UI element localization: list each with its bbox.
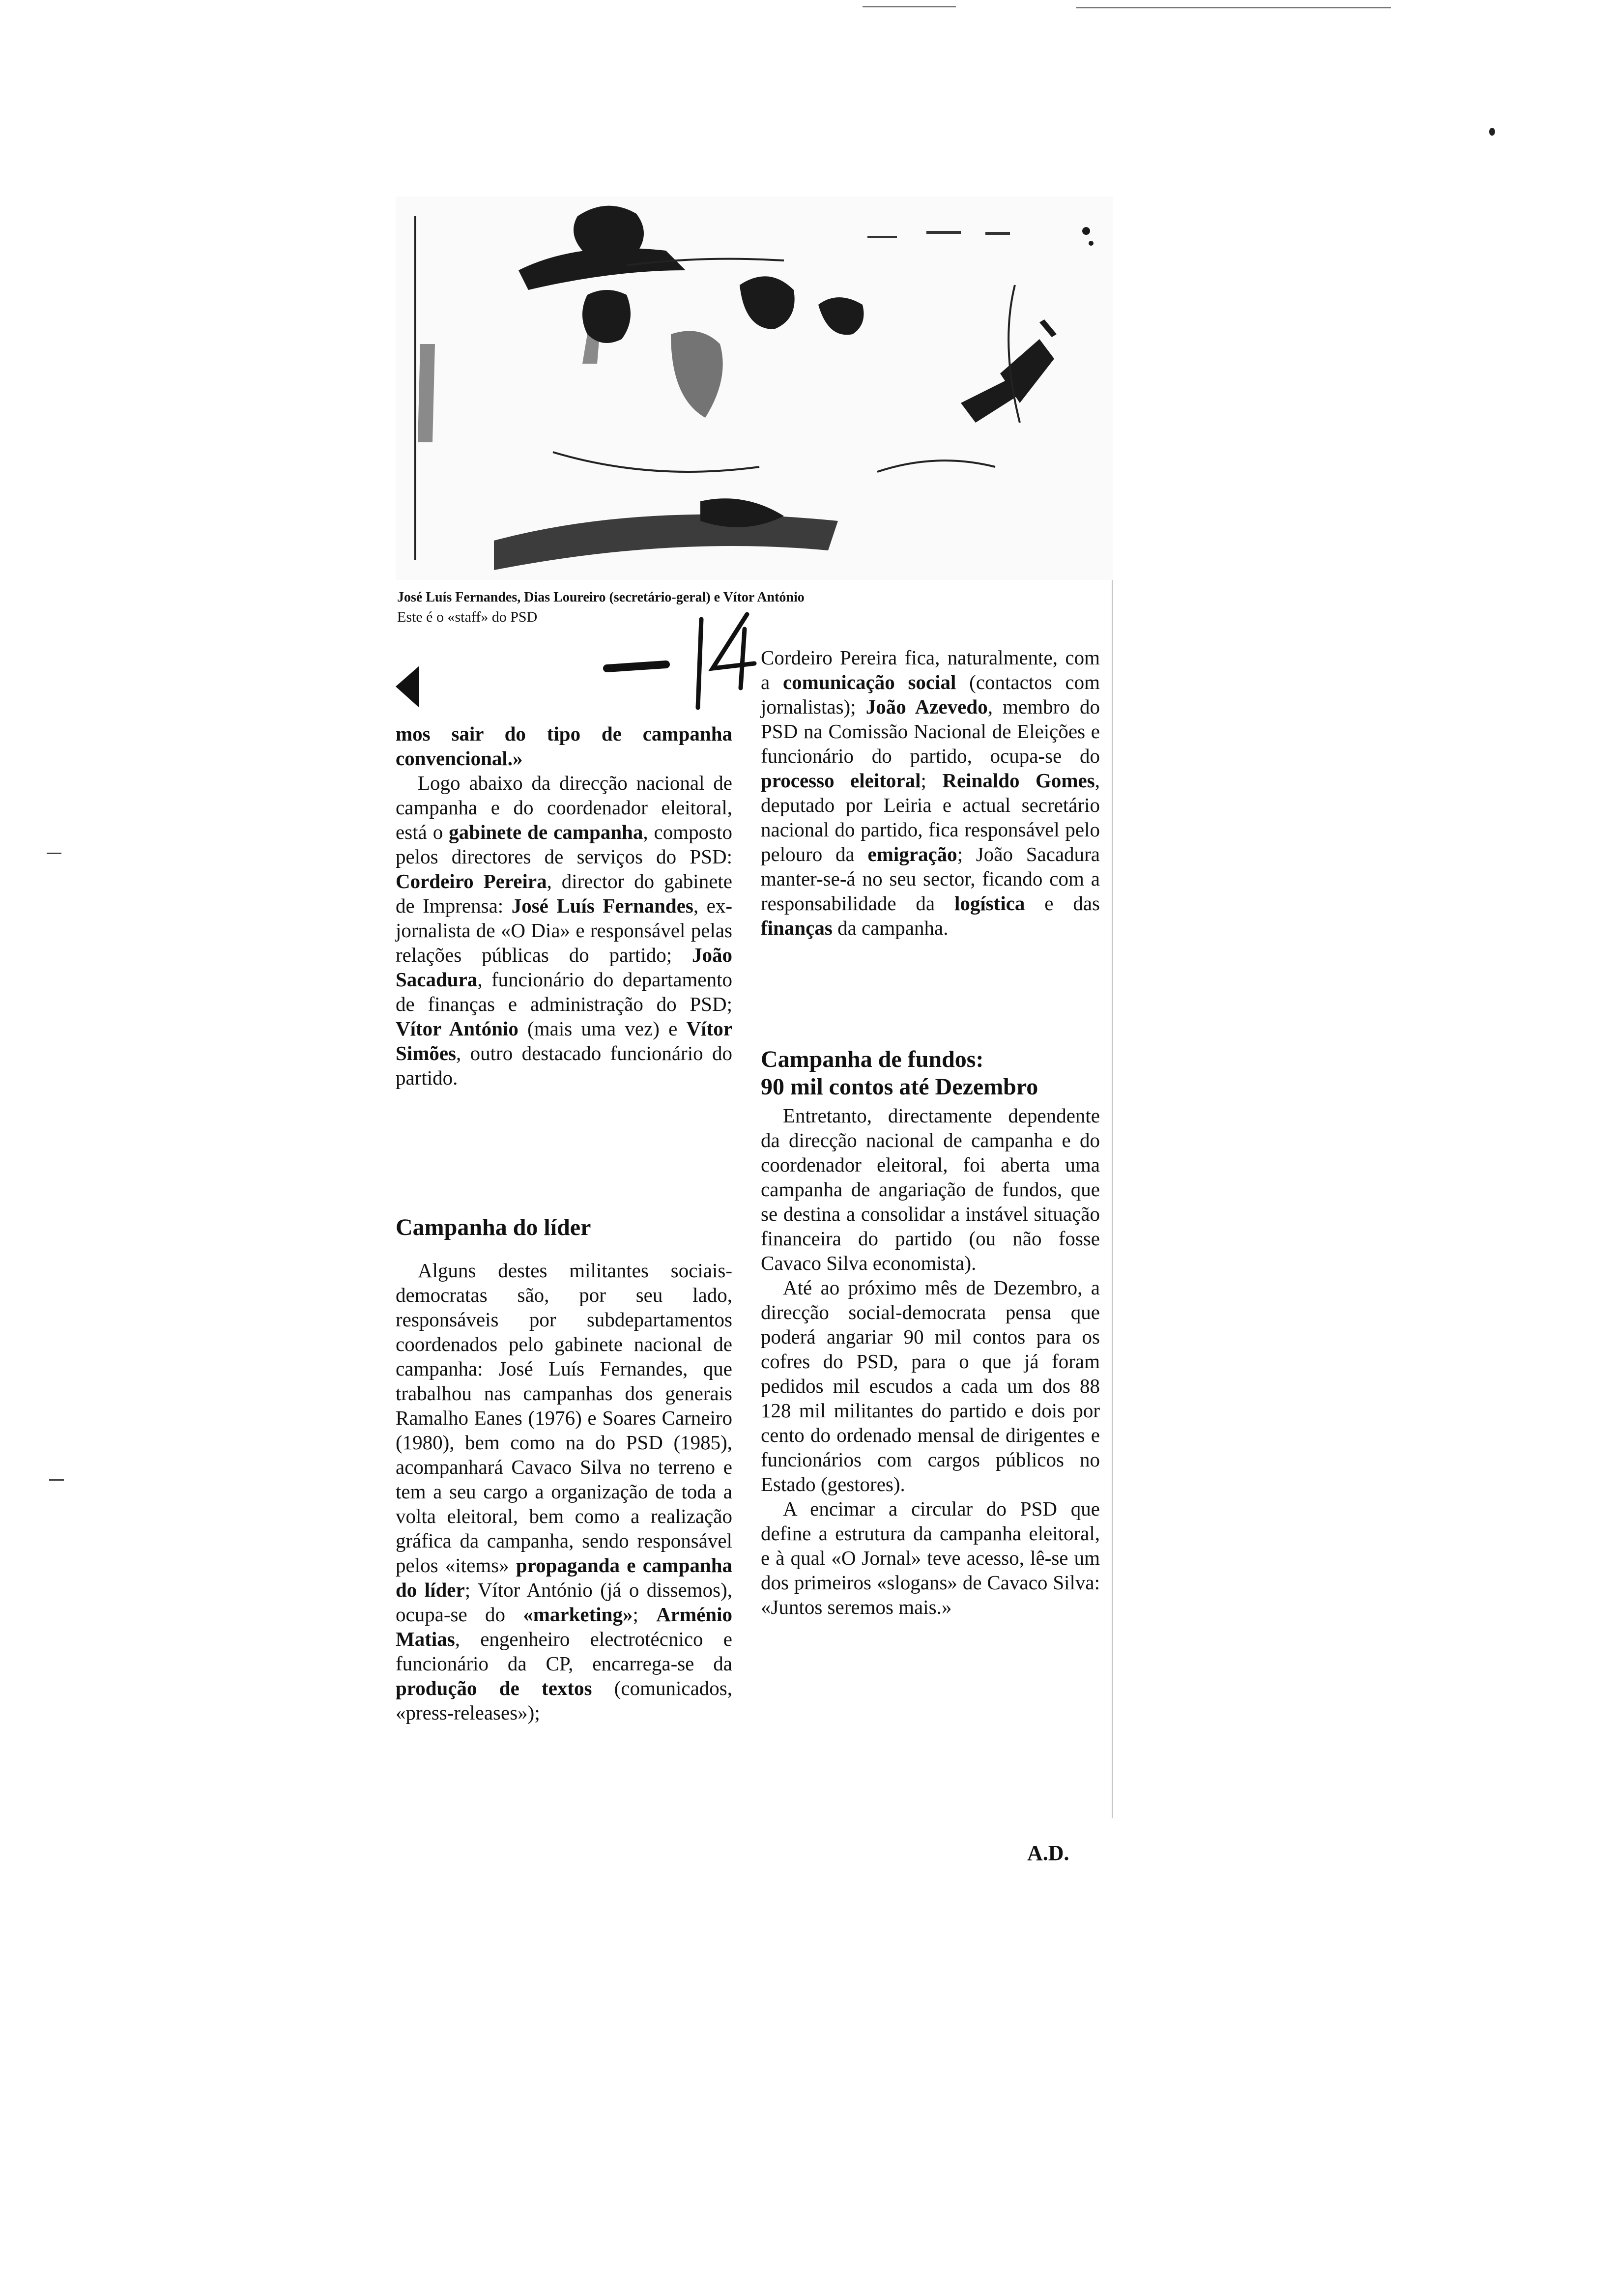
scan-top-line-right [1076,7,1391,8]
photo-sketch [396,197,1113,580]
subheading-campanha-fundos: Campanha de fundos: 90 mil contos até Dezembro [761,1046,1038,1100]
paragraph-opening: mos sair do tipo de campanha convencional.» [396,722,732,770]
paragraph-subdepartamentos: Alguns destes militantes sociais-democratas são, por seu lado, responsáveis por subdepartamentos coordenados pelo gabinete nacional de campanha: José Luís Fernandes, que trabalhou nas campanhas dos generais Ramalho Eanes (1976) e Soares Carneiro (1980), bem como na do PSD (1985), acompanhará Cavaco Silva no terreno e tem a seu cargo a organização de toda a volta eleitoral, bem como a realização gráfica da campanha, sendo responsável pelos «items» propaganda e campanha do líder; Vítor António (já o dissemos), ocupa-se do «marketing»; Arménio Matias, engenheiro electrotécnico e funcionário da CP, encarrega-se da produção de textos (comunicados, «press-releases»); [396,1259,732,1724]
scan-dot [1489,128,1495,136]
continuation-arrow-icon [396,666,420,710]
caption-subtitle: Este é o «staff» do PSD [397,609,538,625]
caption-names: José Luís Fernandes, Dias Loureiro (secretário-geral) e Vítor António [397,590,805,605]
article-column-2-top [761,645,1100,940]
subheading-campanha-lider: Campanha do líder [396,1214,591,1240]
article-column-2-bottom [761,1103,1100,1619]
paragraph-dezembro: Até ao próximo mês de Dezembro, a direcção social-democrata pensa que poderá angariar 90 mil contos para os cofres do PSD, para o que já foram pedidos mil escudos a cada um dos 88 128 mil militantes do partido e dois por cento do ordenado mensal de dirigentes e funcionários com cargos públicos no Estado (gestores). [761,1276,1100,1495]
paragraph-gabinete: Logo abaixo da direcção nacional de campanha e do coordenador eleitoral, está o gabinete de campanha, composto pelos directores de serviços do PSD: Cordeiro Pereira, director do gabinete de Imprensa: José Luís Fernandes, ex-jornalista de «O Dia» e responsável pelas relações públicas do partido; João Sacadura, funcionário do departamento de finanças e administração do PSD; Vítor António (mais uma vez) e Vítor Simões, outro destacado funcionário do partido. [396,772,732,1089]
scan-top-line-left [863,6,956,7]
punch-mark-left-bottom [49,1479,64,1481]
article-column-1-top [396,721,732,1090]
handwritten-mark-drawing [597,609,759,713]
paragraph-slogan: A encimar a circular do PSD que define a estrutura da campanha eleitoral, e à qual «O Jornal» teve acesso, lê-se um dos primeiros «slogans» de Cavaco Silva: «Juntos seremos mais.» [761,1497,1100,1618]
paragraph-angariacao: Entretanto, directamente dependente da direcção nacional de campanha e do coordenador eleitoral, foi aberta uma campanha de angariação de fundos, que se destina a consolidar a instável situação financeira do partido (ou não fosse Cavaco Silva economista). [761,1104,1100,1274]
paragraph-responsabilidades: Cordeiro Pereira fica, naturalmente, com a comunicação social (contactos com jornalistas); João Azevedo, membro do PSD na Comissão Nacional de Eleições e funcionário do partido, ocupa-se do processo eleitoral; Reinaldo Gomes, deputado por Leiria e actual secretário nacional do partido, fica responsável pelo pelouro da emigração; João Sacadura manter-se-á no seu sector, ficando com a responsabilidade da logística e das finanças da campanha. [761,646,1100,939]
handwritten-page-number [597,609,759,715]
punch-mark-left-top [47,853,61,854]
article-photo [396,197,1113,580]
article-column-1-bottom [396,1258,732,1725]
author-signature: A.D. [1027,1841,1069,1865]
